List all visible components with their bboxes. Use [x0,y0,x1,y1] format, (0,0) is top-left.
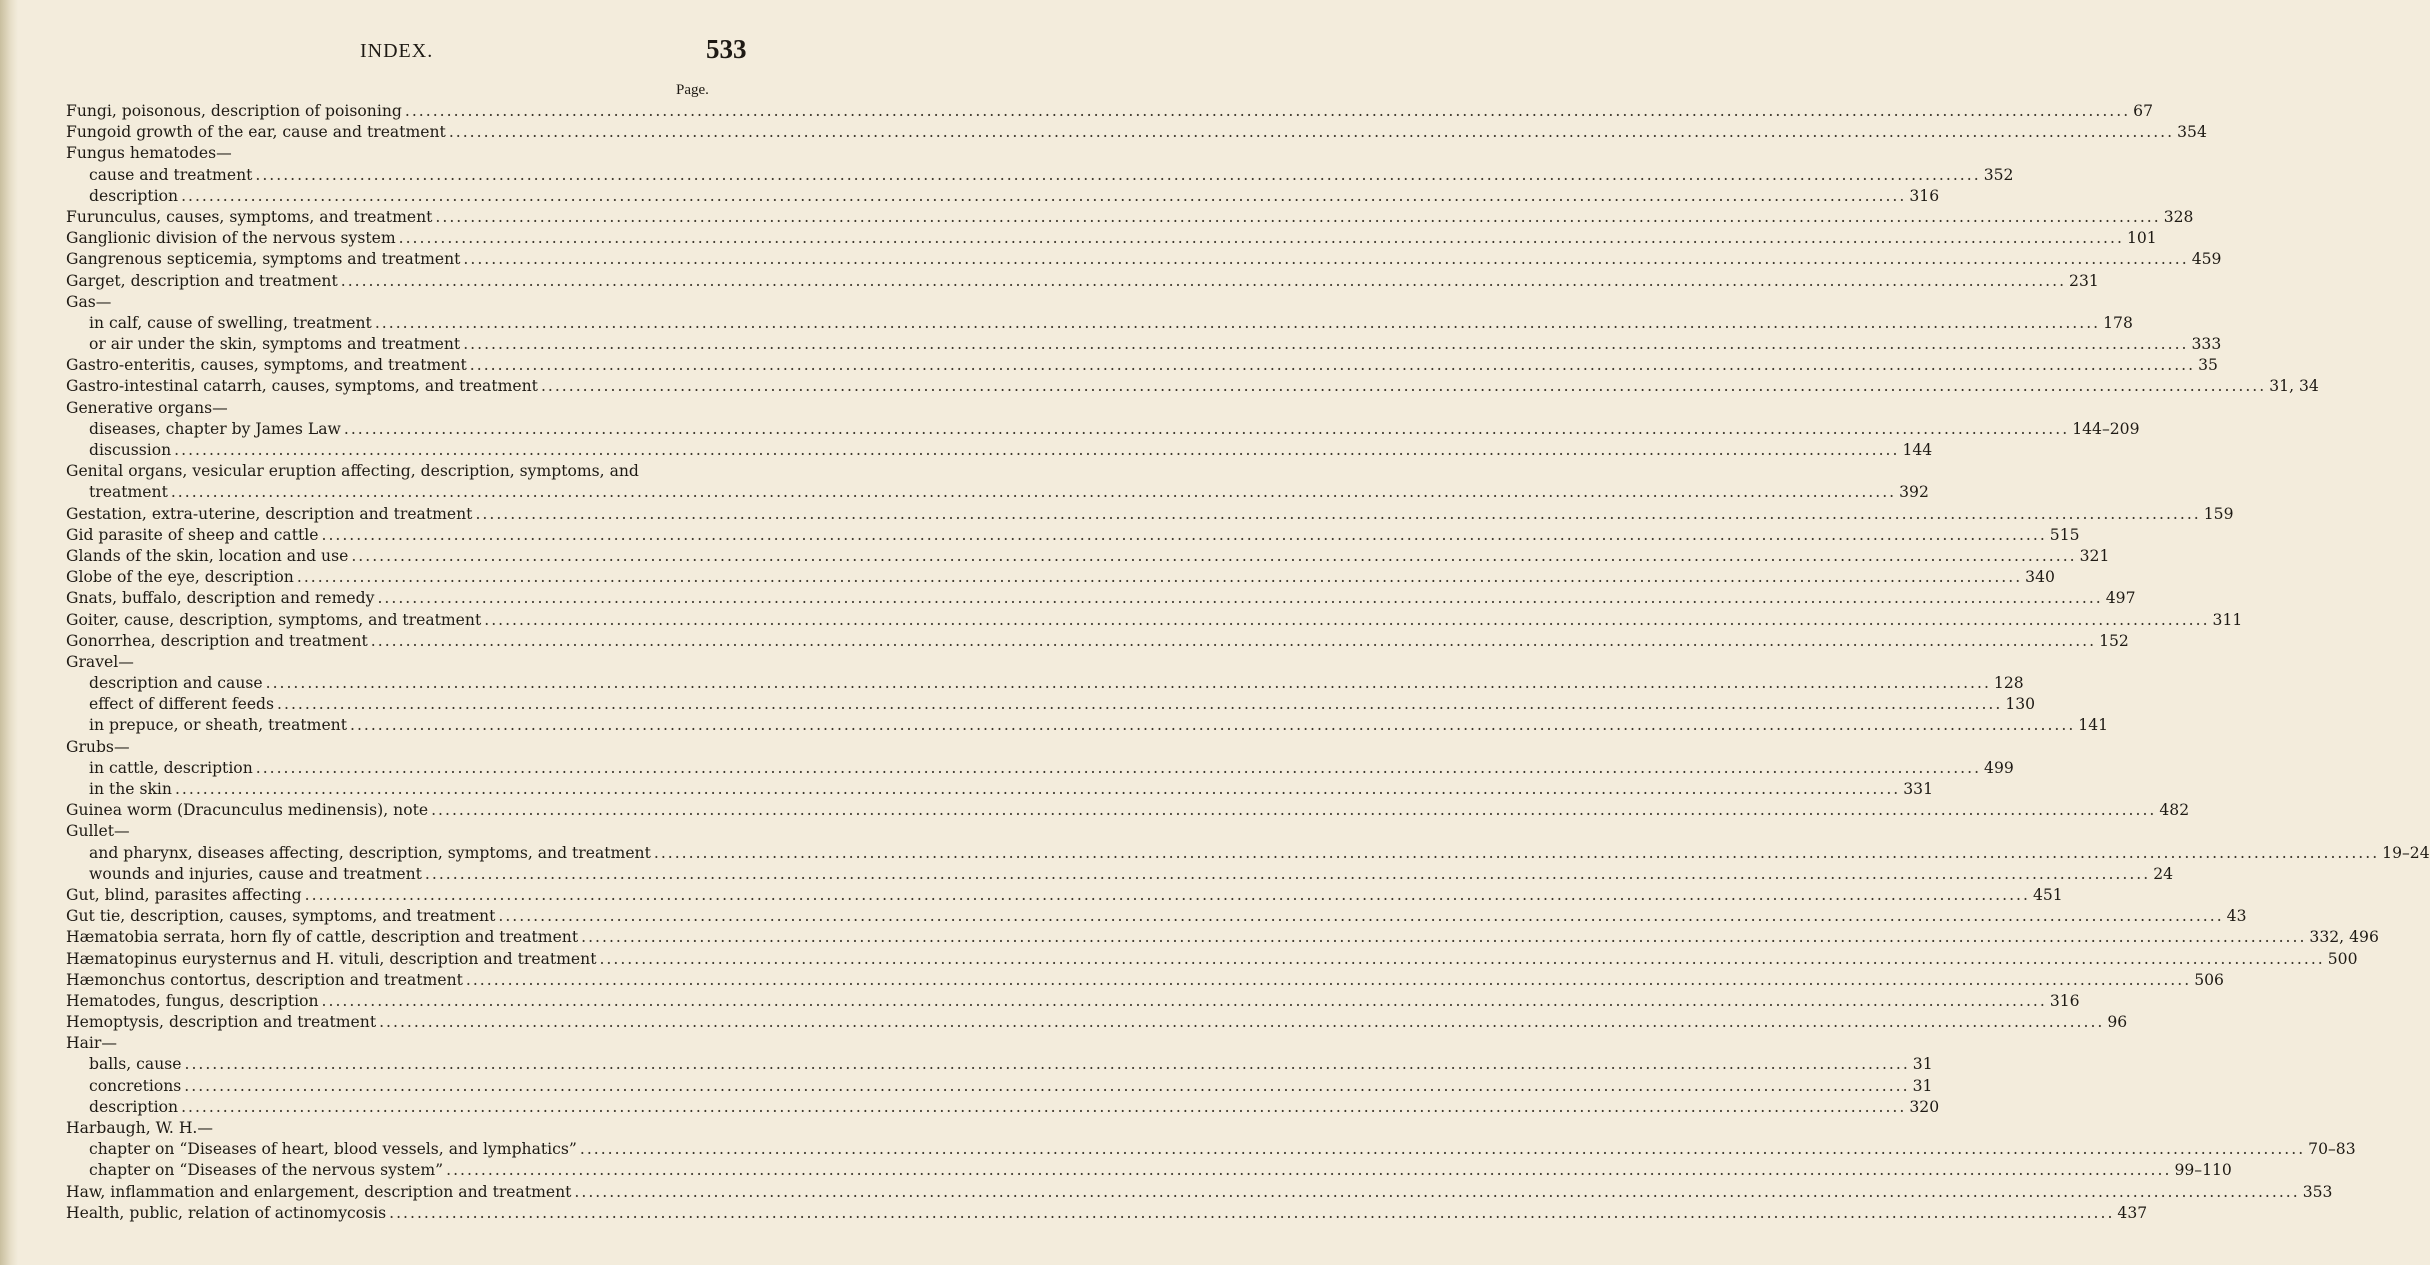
index-entry [66,122,2207,143]
index-entry [66,991,2080,1012]
leader-dots [377,588,2102,609]
entry-page-reference: 130 [2005,695,2036,714]
leader-dots [399,228,2124,249]
entry-text: Gid parasite of sheep and cattle [66,525,319,544]
entry-page-reference: 340 [2025,568,2055,587]
entry-page-reference: 497 [2105,589,2136,608]
index-subentry [66,313,2133,334]
leader-dots [466,970,2191,991]
index-subentry [66,419,2140,440]
entry-text: or air under the skin, symptoms and treatment [89,335,461,354]
entry-text: Gastro-intestinal catarrh, causes, symptoms, and treatment [66,377,538,396]
leader-dots [463,334,2188,355]
entry-page-reference: 331 [1903,780,1934,798]
leader-dots [475,504,2200,525]
leader-dots [375,313,2100,334]
index-entries [66,101,2430,1224]
index-entry [66,143,712,164]
entry-text: Globe of the eye, description [66,568,294,587]
index-subentry [66,440,1933,461]
running-title: INDEX. [360,40,434,62]
leader-dots [341,271,2066,292]
entry-text: Gonorrhea, description and treatment [66,631,368,650]
entry-page-reference: 316 [1909,186,1940,205]
index-entry [66,631,2129,652]
index-subentry [66,1160,2232,1181]
entry-text: Gut, blind, parasites affecting [66,885,302,904]
leader-dots [379,1012,2104,1033]
entry-text: balls, cause [89,1055,182,1074]
entry-text: in calf, cause of swelling, treatment [89,313,372,332]
leader-dots [255,165,1980,186]
entry-page-reference: 500 [2327,949,2358,968]
leader-dots [425,864,2150,885]
index-subentry [66,864,2174,885]
entry-page-reference: 144 [1902,441,1933,459]
entry-page-reference: 141 [2078,716,2109,735]
index-entry [66,249,2222,270]
entry-text: in prepuce, or sheath, treatment [89,716,347,735]
leader-dots [654,843,2379,864]
entry-text: effect of different feeds [89,695,275,714]
leader-dots [344,419,2069,440]
entry-text: chapter on “Diseases of the nervous system” [89,1161,444,1180]
entry-text: Hæmatopinus eurysternus and H. vituli, description and treatment [66,949,597,968]
index-subentry [66,673,2024,694]
entry-page-reference: 354 [2177,123,2207,142]
entry-page-reference: 67 [2133,102,2154,120]
entry-text: Health, public, relation of actinomycosis [66,1203,387,1222]
entry-text: Gullet— [66,822,130,841]
index-entry [66,588,2136,609]
entry-text: Hæmatobia serrata, horn fly of cattle, description and treatment [66,928,579,947]
index-entry [66,1203,2148,1224]
leader-dots [405,101,2130,122]
leader-dots [463,249,2188,270]
entry-text: chapter on “Diseases of heart, blood vessels, and lymphatics” [89,1140,577,1159]
entry-text: Garget, description and treatment [66,271,338,290]
index-subentry [66,165,2014,186]
index-subentry [66,779,1934,800]
index-entry [66,376,2319,397]
index-subentry [66,1054,1933,1075]
entry-text: Gravel— [66,652,134,671]
entry-text: description and cause [89,674,263,693]
index-entry [66,461,712,482]
index-entry [66,610,2243,631]
index-entry [66,970,2224,991]
index-entry [66,949,2358,970]
index-subentry [66,1139,2356,1160]
index-entry [66,821,712,842]
leader-dots [484,610,2209,631]
entry-text: Gangrenous septicemia, symptoms and treatment [66,250,461,269]
entry-page-reference: 506 [2194,970,2224,989]
index-subentry [66,694,2036,715]
index-entry [66,292,712,313]
entry-page-reference: 392 [1899,483,1929,502]
entry-page-reference: 99–110 [2174,1161,2232,1180]
entry-text: in the skin [89,780,172,798]
index-entry [66,1118,712,1139]
index-entry [66,1182,2333,1203]
entry-text: Fungus hematodes— [66,144,232,163]
index-entry [66,271,2099,292]
index-entry [66,1012,2128,1033]
index-entry [66,927,2379,948]
entry-text: Gut tie, description, causes, symptoms, and treatment [66,907,496,926]
entry-page-reference: 316 [2049,991,2080,1010]
entry-page-reference: 128 [1993,674,2024,693]
leader-dots [449,122,2174,143]
entry-text: Genital organs, vesicular eruption affecting, description, symptoms, and [66,462,639,481]
entry-text: Gas— [66,292,112,311]
index-entry [66,546,2110,567]
entry-page-reference: 231 [2069,271,2099,290]
entry-page-reference: 332, 496 [2309,928,2379,947]
leader-dots [435,207,2160,228]
leader-dots [599,949,2324,970]
entry-text: Gastro-enteritis, causes, symptoms, and treatment [66,356,467,375]
leader-dots [266,673,1991,694]
entry-page-reference: 178 [2103,313,2133,332]
entry-page-reference: 31 [1912,1055,1933,1074]
entry-page-reference: 459 [2191,250,2222,269]
entry-text: wounds and injuries, cause and treatment [89,864,422,883]
index-entry [66,652,712,673]
leader-dots [297,567,2022,588]
entry-text: Grubs— [66,737,130,756]
entry-text: Furunculus, causes, symptoms, and treatment [66,207,433,226]
leader-dots [305,885,2030,906]
entry-page-reference: 35 [2198,356,2218,375]
leader-dots [350,715,2075,736]
leader-dots [574,1182,2299,1203]
leader-dots [184,1054,1909,1075]
leader-dots [321,525,2046,546]
index-subentry [66,1076,1933,1097]
page-header [0,30,801,70]
index-entry [66,355,2218,376]
entry-text: Fungi, poisonous, description of poisoning [66,102,402,120]
entry-text: Harbaugh, W. H.— [66,1119,213,1137]
index-subentry [66,482,1929,503]
entry-page-reference: 96 [2107,1013,2128,1032]
entry-text: Generative organs— [66,398,228,417]
entry-page-reference: 437 [2117,1203,2148,1222]
entry-text: Glands of the skin, location and use [66,546,349,565]
entry-page-reference: 19–24 [2382,843,2430,862]
entry-page-reference: 43 [2226,907,2247,926]
entry-page-reference: 328 [2163,207,2194,226]
entry-text: cause and treatment [89,165,253,184]
entry-text: Hemoptysis, description and treatment [66,1013,377,1032]
index-subentry [66,186,1940,207]
leader-dots [389,1203,2114,1224]
index-entry [66,737,712,758]
entry-text: Hair— [66,1034,117,1053]
entry-text: discussion [89,441,172,459]
entry-page-reference: 311 [2212,610,2243,629]
entry-page-reference: 515 [2049,525,2080,544]
entry-page-reference: 159 [2203,504,2234,523]
index-entry [66,800,2190,821]
entry-page-reference: 320 [1909,1097,1940,1116]
entry-text: description [89,186,179,205]
entry-text: Gestation, extra-uterine, description and treatment [66,504,473,523]
leader-dots [431,800,2156,821]
leader-dots [470,355,2195,376]
leader-dots [371,631,2096,652]
index-entry [66,504,2234,525]
leader-dots [175,779,1900,800]
entry-text: and pharynx, diseases affecting, description, symptoms, and treatment [89,843,651,862]
entry-page-reference: 31 [1912,1076,1933,1095]
entry-page-reference: 31, 34 [2269,377,2319,396]
index-subentry [66,334,2222,355]
leader-dots [581,927,2306,948]
entry-text: diseases, chapter by James Law [89,419,341,438]
index-entry [66,525,2080,546]
leader-dots [184,1076,1909,1097]
page-binding-edge [0,0,18,1265]
leader-dots [541,376,2266,397]
entry-text: Goiter, cause, description, symptoms, and treatment [66,610,482,629]
entry-page-reference: 321 [2079,546,2110,565]
index-subentry [66,715,2109,736]
index-entry [66,228,2157,249]
entry-page-reference: 482 [2159,801,2190,820]
index-subentry [66,843,2430,864]
entry-text: Fungoid growth of the ear, cause and treatment [66,123,446,142]
entry-text: Ganglionic division of the nervous system [66,229,396,248]
entry-text: Hæmonchus contortus, description and treatment [66,970,463,989]
entry-page-reference: 24 [2153,864,2174,883]
entry-text: in cattle, description [89,758,253,777]
index-entry [66,398,712,419]
entry-page-reference: 451 [2032,885,2063,904]
index-entry [66,885,2063,906]
page-column-heading: Page. [676,82,709,98]
entry-page-reference: 353 [2302,1182,2333,1201]
index-entry [66,101,2154,122]
leader-dots [277,694,2002,715]
leader-dots [498,906,2223,927]
entry-text: concretions [89,1076,182,1095]
entry-text: description [89,1097,179,1116]
page-number: 533 [706,34,747,64]
leader-dots [174,440,1899,461]
entry-text: Guinea worm (Dracunculus medinensis), note [66,801,429,820]
entry-page-reference: 352 [1983,165,2014,184]
index-entry [66,1033,712,1054]
entry-text: Haw, inflammation and enlargement, description and treatment [66,1182,572,1201]
leader-dots [351,546,2076,567]
entry-text: treatment [89,483,168,502]
entry-page-reference: 499 [1984,758,2014,777]
index-entry [66,906,2247,927]
leader-dots [256,758,1981,779]
entry-page-reference: 152 [2099,631,2129,650]
entry-text: Gnats, buffalo, description and remedy [66,589,375,608]
entry-page-reference: 333 [2191,335,2222,354]
index-entry [66,207,2194,228]
leader-dots [181,1097,1906,1118]
index-entry [66,567,2055,588]
leader-dots [171,482,1896,503]
leader-dots [181,186,1906,207]
leader-dots [446,1160,2171,1181]
leader-dots [322,991,2047,1012]
entry-page-reference: 101 [2126,229,2157,248]
entry-page-reference: 144–209 [2072,419,2140,438]
entry-text: Hematodes, fungus, description [66,991,319,1010]
leader-dots [580,1139,2305,1160]
entry-page-reference: 70–83 [2308,1140,2356,1159]
index-subentry [66,758,2014,779]
index-subentry [66,1097,1940,1118]
